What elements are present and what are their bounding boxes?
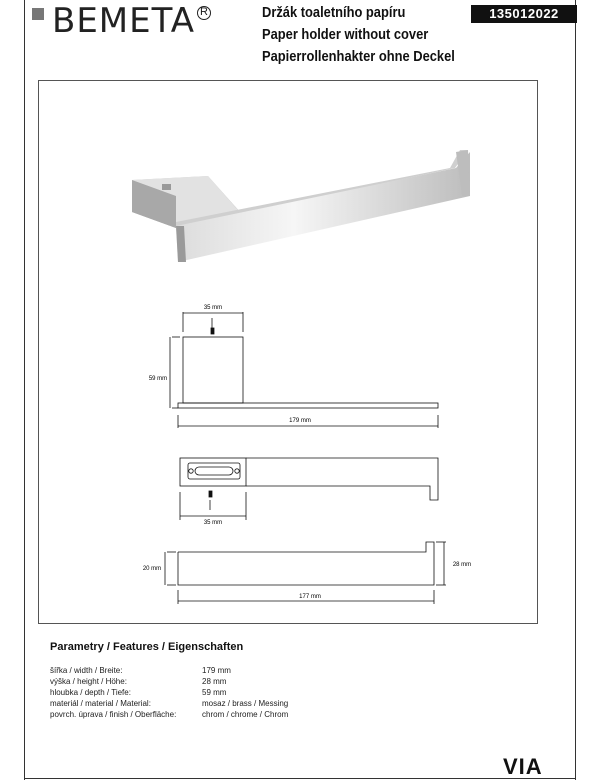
param-row: výška / height / Höhe: 28 mm [50, 677, 227, 686]
top-width-label: 35 mm [203, 520, 223, 526]
param-row: povrch. úprava / finish / Oberfläche: chrom / chrome / Chrom [50, 710, 289, 719]
brand-name: BEMETA [52, 1, 196, 41]
title-german: Papierrollenhakter ohne Deckel [262, 48, 455, 65]
front-height-right-label: 28 mm [452, 562, 472, 568]
title-czech: Držák toaletního papíru [262, 4, 406, 21]
param-row: materiál / material / Material: mosaz / brass / Messing [50, 699, 289, 708]
param-row: hloubka / depth / Tiefe: 59 mm [50, 688, 227, 697]
parameters-table [50, 665, 288, 720]
series-name: VIA [503, 754, 543, 779]
registered-mark: R [197, 6, 211, 20]
front-length-label: 177 mm [299, 594, 321, 600]
product-code: 135012022 [471, 5, 577, 23]
side-length-label: 179 mm [289, 418, 311, 424]
param-row: šířka / width / Breite: 179 mm [50, 666, 231, 675]
side-height-label: 59 mm [148, 376, 168, 382]
parameters-title: Parametry / Features / Eigenschaften [50, 641, 244, 653]
title-english: Paper holder without cover [262, 26, 429, 43]
side-width-label: 35 mm [203, 305, 223, 311]
product-photo [132, 150, 470, 262]
front-height-left-label: 20 mm [142, 566, 162, 572]
top-view [180, 458, 438, 520]
side-view [170, 312, 438, 428]
